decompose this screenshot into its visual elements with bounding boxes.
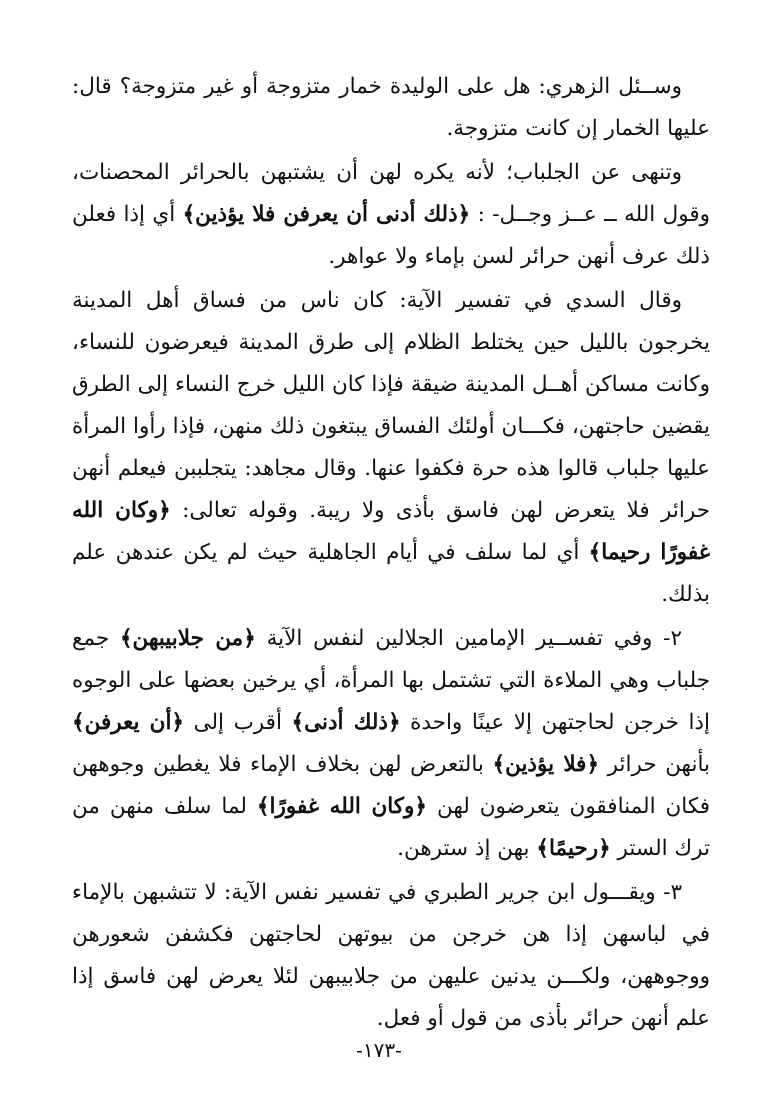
paragraph-text: وســئل الزهري: هل على الوليدة خمار متزوجة أو غير متزوجة؟ قال: عليها الخمار إن كانت متزوجة. bbox=[72, 74, 710, 141]
paragraph-text: وتنهى عن الجلباب؛ لأنه يكره لهن أن يشتبهن بالحرائر المحصنات، وقول الله ــ عــز وجــل- : bbox=[72, 160, 710, 227]
paragraph-text: ٣- ويقـــول ابن جرير الطبري في تفسير نفس الآية: لا تتشبهن بالإماء في لباسهن إذا هن خرجن من بيوتهن لحاجتهن فكشفن شعورهن ووجوههن، ولكـــن يدنين عليهن من جلابيبهن لئلا يعرض لهن فاسق إذا علم أنهن حرائر بأذى من قول أو فعل. bbox=[72, 880, 710, 1031]
page-number: -١٧٣- bbox=[356, 1038, 402, 1062]
paragraph-text: أقرب إلى bbox=[184, 710, 292, 735]
paragraph-text: أي لما سلف في أيام الجاهلية حيث لم يكن عندهن علم بذلك. bbox=[72, 540, 710, 607]
paragraph-text: جمع جلباب وهي الملاءة التي تشتمل بها المرأة، أي يرخين بعضها على الوجوه إذا خرجن لحاجتهن إلا عينًا واحدة bbox=[72, 626, 710, 735]
paragraph-text: لما سلف منهن من ترك الستر bbox=[72, 794, 710, 861]
quran-verse: ﴿ذلك أدنى﴾ bbox=[291, 710, 401, 735]
quran-verse: ﴿أن يعرفن﴾ bbox=[72, 710, 185, 735]
paragraph-zuhri bbox=[72, 66, 710, 150]
paragraph-suddi bbox=[72, 280, 710, 616]
document-body bbox=[72, 66, 710, 1040]
paragraph-text: بأنهن حرائر bbox=[599, 752, 710, 777]
paragraph-text: أي إذا فعلن ذلك عرف أنهن حرائر لسن بإماء ولا عواهر. bbox=[72, 202, 710, 269]
paragraph-jilbab bbox=[72, 152, 710, 278]
paragraph-text: بالتعرض لهن بخلاف الإماء فلا يغطين وجوههن فكان المنافقون يتعرضون لهن bbox=[72, 752, 711, 819]
paragraph-text: ٢- وفي تفســير الإمامين الجلالين لنفس الآية bbox=[255, 626, 682, 651]
paragraph-text: بهن إذ سترهن. bbox=[397, 836, 537, 861]
quran-verse: ﴿ذلك أدنى أن يعرفن فلا يؤذين﴾ bbox=[182, 202, 471, 227]
quran-verse: ﴿من جلابيبهن﴾ bbox=[119, 626, 256, 651]
paragraph-jalalayn bbox=[72, 618, 710, 870]
quran-verse: ﴿رحيمًا﴾ bbox=[536, 836, 611, 861]
quran-verse: ﴿فلا يؤذين﴾ bbox=[492, 752, 600, 777]
quran-verse: ﴿وكان الله غفورًا رحيما﴾ bbox=[72, 498, 711, 565]
paragraph-text: وقال السدي في تفسير الآية: كان ناس من فساق أهل المدينة يخرجون بالليل حين يختلط الظلام إلى طرق المدينة فيعرضون للنساء، وكانت مساكن أهــل المدينة ضيقة فإذا كان الليل خرج النساء إلى الطرق يقضين حاجتهن، فكـــان أولئك الفساق يبتغون ذلك منهن، فإذا رأوا المرأة عليها جلباب قالوا هذه حرة فكفوا عنها. وقال مجاهد: يتجلببن فيعلم أنهن حرائر فلا يتعرض لهن فاسق بأذى ولا ريبة. وقوله تعالى: bbox=[72, 288, 710, 523]
quran-verse: ﴿وكان الله غفورًا﴾ bbox=[256, 794, 427, 819]
paragraph-tabari bbox=[72, 872, 710, 1040]
